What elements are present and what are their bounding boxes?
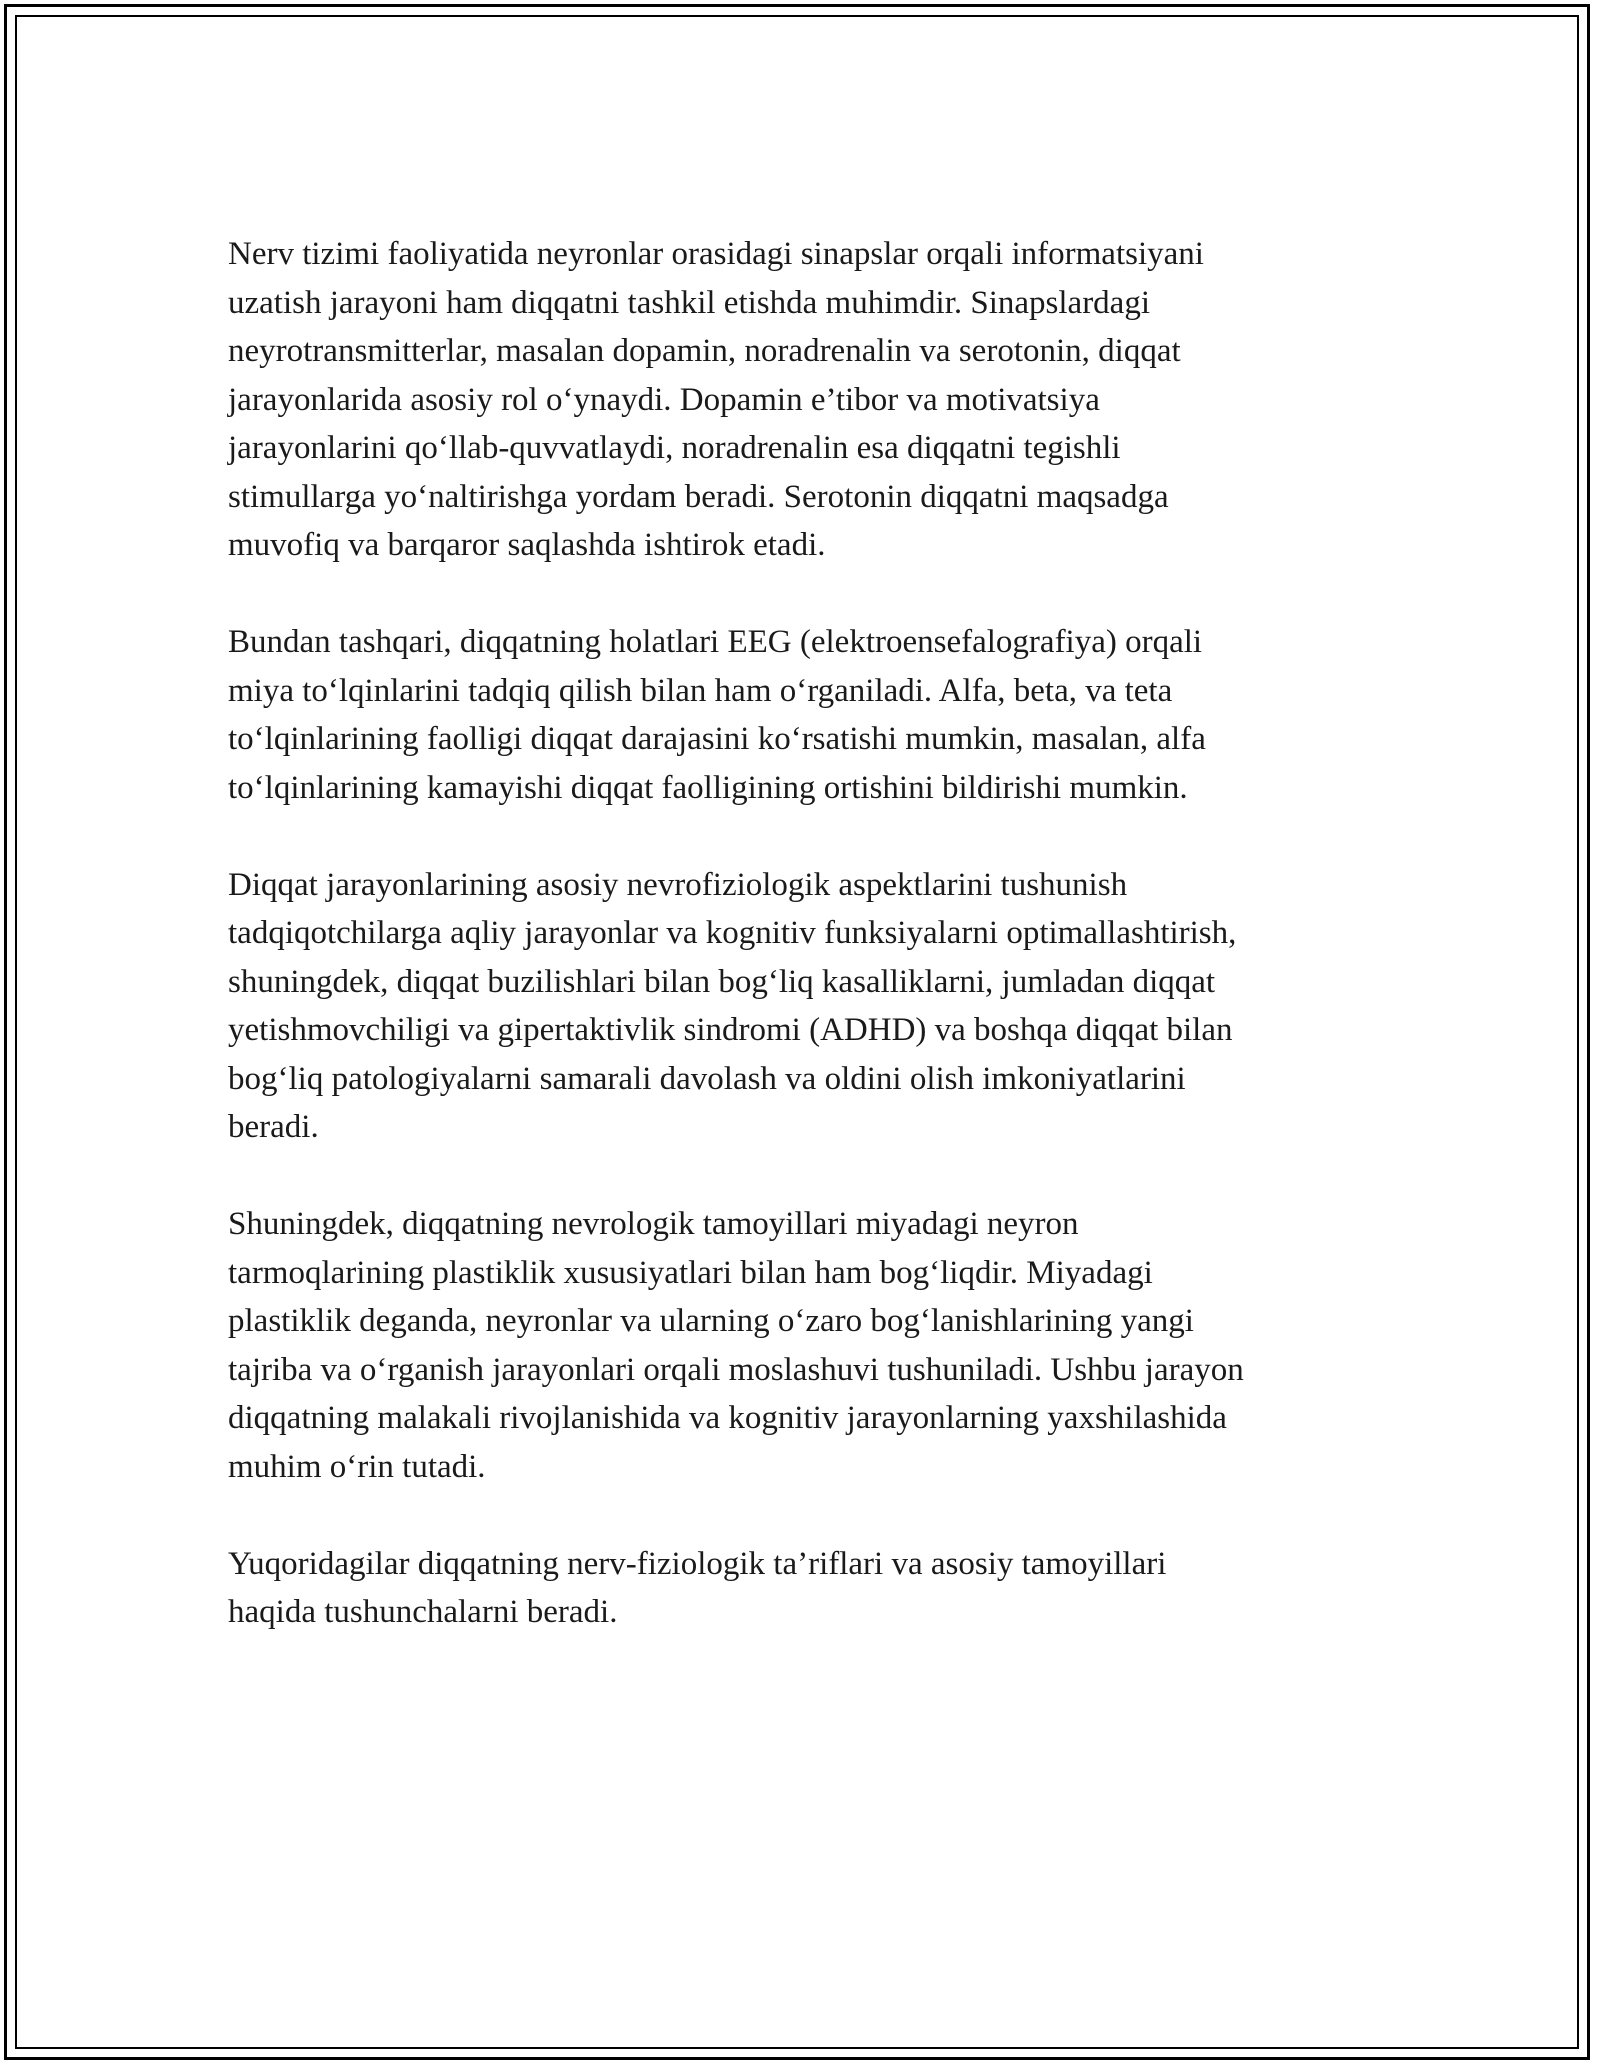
paragraph-1 [228, 230, 1428, 570]
paragraph-3 [228, 861, 1428, 1152]
text-line: to‘lqinlarining kamayishi diqqat faolligining ortishini bildirishi mumkin. [228, 769, 1188, 806]
text-line: tajriba va o‘rganish jarayonlari orqali moslashuvi tushuniladi. Ushbu jarayon [228, 1351, 1244, 1388]
text-line: neyrotransmitterlar, masalan dopamin, noradrenalin va serotonin, diqqat [228, 333, 1181, 369]
text-line: miya to‘lqinlarini tadqiq qilish bilan ham o‘rganiladi. Alfa, beta, va teta [228, 672, 1173, 709]
text-line: beradi. [228, 1109, 319, 1145]
text-line: Diqqat jarayonlarining asosiy nevrofiziologik aspektlarini tushunish [228, 866, 1128, 903]
text-line: Nerv tizimi faoliyatida neyronlar orasidagi sinapslar orqali informatsiyani [228, 236, 1204, 272]
text-line: muhim o‘rin tutadi. [228, 1448, 486, 1485]
text-line: tarmoqlarining plastiklik xususiyatlari bilan ham bog‘liqdir. Miyadagi [228, 1254, 1153, 1291]
document-body [228, 230, 1428, 1637]
text-line: jarayonlarini qo‘llab-quvvatlaydi, noradrenalin esa diqqatni tegishli [228, 430, 1121, 466]
text-line: Bundan tashqari, diqqatning holatlari EEG (elektroensefalografiya) orqali [228, 624, 1203, 660]
paragraph-4 [228, 1200, 1428, 1491]
paragraph-5 [228, 1540, 1428, 1637]
text-line: uzatish jarayoni ham diqqatni tashkil etishda muhimdir. Sinapslardagi [228, 284, 1151, 321]
text-line: Shuningdek, diqqatning nevrologik tamoyillari miyadagi neyron [228, 1206, 1079, 1242]
text-line: jarayonlarida asosiy rol o‘ynaydi. Dopamin e’tibor va motivatsiya [228, 381, 1100, 418]
text-line: shuningdek, diqqat buzilishlari bilan bog‘liq kasalliklarni, jumladan diqqat [228, 963, 1216, 1000]
text-line: to‘lqinlarining faolligi diqqat darajasini ko‘rsatishi mumkin, masalan, alfa [228, 721, 1206, 757]
text-line: diqqatning malakali rivojlanishida va kognitiv jarayonlarning yaxshilashida [228, 1400, 1227, 1436]
text-line: muvofiq va barqaror saqlashda ishtirok etadi. [228, 527, 826, 563]
text-line: haqida tushunchalarni beradi. [228, 1594, 618, 1630]
text-line: tadqiqotchilarga aqliy jarayonlar va kognitiv funksiyalarni optimallashtirish, [228, 915, 1237, 951]
paragraph-2 [228, 618, 1428, 812]
text-line: yetishmovchiligi va gipertaktivlik sindromi (ADHD) va boshqa diqqat bilan [228, 1012, 1233, 1048]
text-line: bog‘liq patologiyalarni samarali davolash va oldini olish imkoniyatlarini [228, 1060, 1186, 1097]
text-line: Yuqoridagilar diqqatning nerv-fiziologik ta’riflari va asosiy tamoyillari [228, 1545, 1167, 1582]
text-line: plastiklik deganda, neyronlar va ularning o‘zaro bog‘lanishlarining yangi [228, 1303, 1194, 1339]
text-line: stimullarga yo‘naltirishga yordam beradi. Serotonin diqqatni maqsadga [228, 478, 1169, 515]
